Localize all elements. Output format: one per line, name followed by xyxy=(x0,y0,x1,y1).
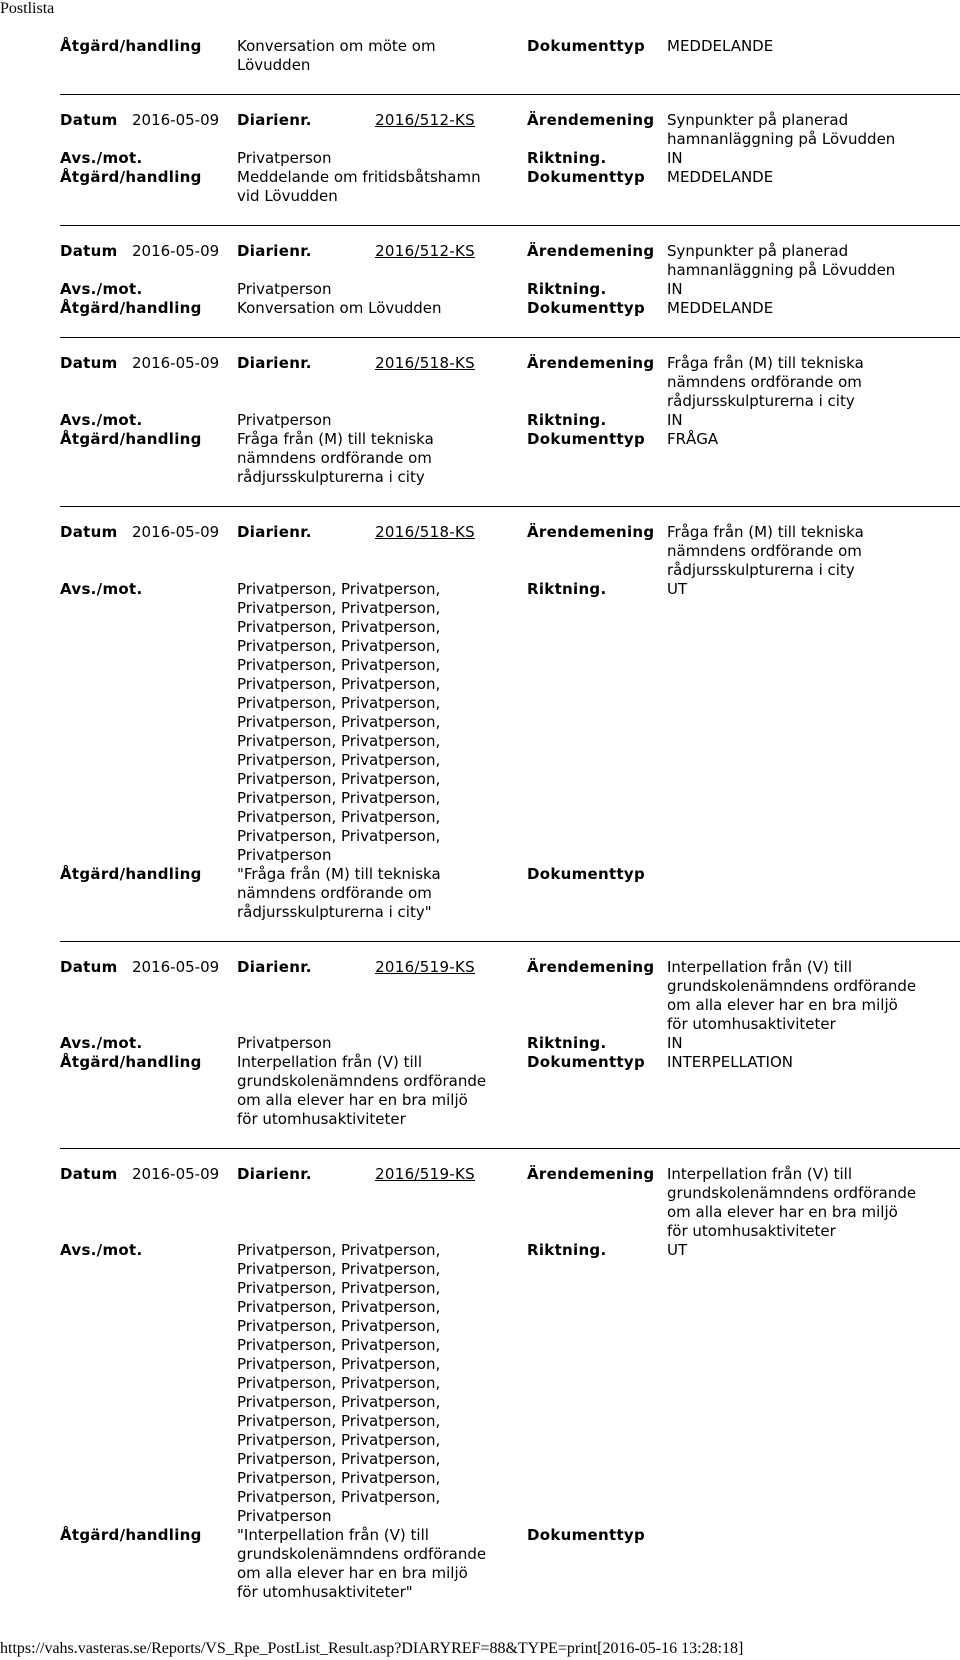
list-item xyxy=(60,242,960,318)
value-riktning: UT xyxy=(667,1241,688,1259)
label-avsmot: Avs./mot. xyxy=(60,1034,143,1052)
diarienr-link[interactable]: 2016/518-KS xyxy=(375,354,475,372)
label-diarienr-text: Diarienr. xyxy=(237,958,312,976)
value-datum: 2016-05-09 xyxy=(132,523,220,541)
label-atgard: Åtgärd/handling xyxy=(60,299,202,317)
label-diarienr-text: Diarienr. xyxy=(237,242,312,260)
label-diarienr-text: Diarienr. xyxy=(237,523,312,541)
value-dokumenttyp xyxy=(667,865,942,922)
label-diarienr-text: Diarienr. xyxy=(237,354,312,372)
label-diarienr xyxy=(237,1165,527,1241)
entry-separator xyxy=(60,506,960,507)
label-atgard: Åtgärd/handling xyxy=(60,168,202,186)
value-datum: 2016-05-09 xyxy=(132,354,220,372)
entries-list xyxy=(60,94,960,1602)
entry-separator xyxy=(60,337,960,338)
list-item xyxy=(60,1165,960,1602)
label-avsmot: Avs./mot. xyxy=(60,149,143,167)
label-riktning: Riktning. xyxy=(527,1241,607,1259)
entry-separator xyxy=(60,94,960,95)
value-arendemening: Fråga från (M) till tekniska nämndens ordförande om rådjursskulpturerna i city xyxy=(667,523,864,579)
label-dokumenttyp: Dokumenttyp xyxy=(527,299,646,317)
value-riktning: IN xyxy=(667,411,683,429)
value-avsmot: Privatperson, Privatperson, Privatperson, Privatperson, Privatperson, Privatperson, Privatperson, Privatperson, Privatperson, Privatperson, Privatperson, Privatperson, Privatperson, Privatperson, Privatperson, Privatperson, Privatperson, Privatperson, Privatperson, Privatperson, Privatperson, Privatperson, Privatperson, Privatperson, Privatperson, Privatperson, Privatperson, Privatperson, Privatperson xyxy=(237,1241,441,1525)
label-riktning: Riktning. xyxy=(527,1034,607,1052)
value-avsmot: Privatperson, Privatperson, Privatperson, Privatperson, Privatperson, Privatperson, Privatperson, Privatperson, Privatperson, Privatperson, Privatperson, Privatperson, Privatperson, Privatperson, Privatperson, Privatperson, Privatperson, Privatperson, Privatperson, Privatperson, Privatperson, Privatperson, Privatperson, Privatperson, Privatperson, Privatperson, Privatperson, Privatperson, Privatperson xyxy=(237,580,441,864)
page-title: Postlista xyxy=(0,0,55,17)
label-diarienr-text: Diarienr. xyxy=(237,111,312,129)
label-diarienr xyxy=(237,354,527,411)
diarienr-link[interactable]: 2016/519-KS xyxy=(375,958,475,976)
label-dokumenttyp: Dokumenttyp xyxy=(527,430,646,448)
value-atgard: Meddelande om fritidsbåtshamn vid Lövudden xyxy=(237,168,481,205)
label-datum: Datum xyxy=(60,354,118,372)
label-datum: Datum xyxy=(60,111,118,129)
value-arendemening: Interpellation från (V) till grundskolenämndens ordförande om alla elever har en bra miljö för utomhusaktiviteter xyxy=(667,958,917,1033)
value-atgard: Fråga från (M) till tekniska nämndens ordförande om rådjursskulpturerna i city xyxy=(237,430,434,486)
label-datum: Datum xyxy=(60,1165,118,1183)
label-atgard: Åtgärd/handling xyxy=(60,430,202,448)
value-riktning: UT xyxy=(667,580,688,598)
value-dokumenttyp xyxy=(667,1526,942,1602)
value-avsmot: Privatperson xyxy=(237,149,332,167)
page-footer-url: https://vahs.vasteras.se/Reports/VS_Rpe_PostList_Result.asp?DIARYREF=88&TYPE=print[2016-05-16 13:28:18] xyxy=(0,1640,744,1657)
value-atgard: Interpellation från (V) till grundskolenämndens ordförande om alla elever har en bra miljö för utomhusaktiviteter xyxy=(237,1053,487,1128)
value-avsmot: Privatperson xyxy=(237,280,332,298)
label-datum: Datum xyxy=(60,242,118,260)
label-dokumenttyp: Dokumenttyp xyxy=(527,168,646,186)
label-diarienr xyxy=(237,523,527,580)
label-dokumenttyp: Dokumenttyp xyxy=(527,37,646,55)
entry-separator xyxy=(60,1148,960,1149)
label-arendemening: Ärendemening xyxy=(527,958,655,976)
value-riktning: IN xyxy=(667,280,683,298)
label-atgard: Åtgärd/handling xyxy=(60,865,202,883)
value-avsmot: Privatperson xyxy=(237,1034,332,1052)
label-riktning: Riktning. xyxy=(527,411,607,429)
value-dokumenttyp: INTERPELLATION xyxy=(667,1053,793,1071)
label-riktning: Riktning. xyxy=(527,280,607,298)
entry-separator xyxy=(60,225,960,226)
label-datum: Datum xyxy=(60,523,118,541)
value-avsmot: Privatperson xyxy=(237,411,332,429)
value-arendemening: Fråga från (M) till tekniska nämndens ordförande om rådjursskulpturerna i city xyxy=(667,354,864,410)
value-datum: 2016-05-09 xyxy=(132,1165,220,1183)
value-datum: 2016-05-09 xyxy=(132,958,220,976)
label-arendemening: Ärendemening xyxy=(527,1165,655,1183)
label-riktning: Riktning. xyxy=(527,149,607,167)
label-avsmot: Avs./mot. xyxy=(60,280,143,298)
value-datum: 2016-05-09 xyxy=(132,111,220,129)
list-item xyxy=(60,111,960,206)
value-atgard: "Fråga från (M) till tekniska nämndens ordförande om rådjursskulpturerna i city" xyxy=(237,865,441,921)
diarienr-link[interactable]: 2016/519-KS xyxy=(375,1165,475,1183)
label-diarienr xyxy=(237,111,527,149)
value-riktning: IN xyxy=(667,149,683,167)
value-dokumenttyp: FRÅGA xyxy=(667,430,719,448)
label-atgard: Åtgärd/handling xyxy=(60,1053,202,1071)
partial-entry xyxy=(60,37,960,75)
list-item xyxy=(60,354,960,487)
label-dokumenttyp: Dokumenttyp xyxy=(527,1526,646,1544)
value-dokumenttyp: MEDDELANDE xyxy=(667,37,774,55)
label-dokumenttyp: Dokumenttyp xyxy=(527,1053,646,1071)
value-dokumenttyp: MEDDELANDE xyxy=(667,299,774,317)
label-arendemening: Ärendemening xyxy=(527,242,655,260)
label-atgard: Åtgärd/handling xyxy=(60,1526,202,1544)
diarienr-link[interactable]: 2016/512-KS xyxy=(375,111,475,129)
value-arendemening: Synpunkter på planerad hamnanläggning på Lövudden xyxy=(667,242,896,279)
label-diarienr xyxy=(237,958,527,1034)
label-riktning: Riktning. xyxy=(527,580,607,598)
value-arendemening: Synpunkter på planerad hamnanläggning på Lövudden xyxy=(667,111,896,148)
value-dokumenttyp: MEDDELANDE xyxy=(667,168,774,186)
label-diarienr xyxy=(237,242,527,280)
label-arendemening: Ärendemening xyxy=(527,111,655,129)
post-list xyxy=(60,37,960,1602)
value-riktning: IN xyxy=(667,1034,683,1052)
label-atgard: Åtgärd/handling xyxy=(60,37,202,55)
value-atgard: "Interpellation från (V) till grundskolenämndens ordförande om alla elever har en bra miljö för utomhusaktiviteter" xyxy=(237,1526,487,1601)
value-atgard: Konversation om möte om Lövudden xyxy=(237,37,436,74)
value-arendemening: Interpellation från (V) till grundskolenämndens ordförande om alla elever har en bra miljö för utomhusaktiviteter xyxy=(667,1165,917,1240)
value-datum: 2016-05-09 xyxy=(132,242,220,260)
value-atgard: Konversation om Lövudden xyxy=(237,299,442,317)
diarienr-link[interactable]: 2016/518-KS xyxy=(375,523,475,541)
label-datum: Datum xyxy=(60,958,118,976)
list-item xyxy=(60,523,960,922)
label-avsmot: Avs./mot. xyxy=(60,580,143,598)
entry-separator xyxy=(60,941,960,942)
label-avsmot: Avs./mot. xyxy=(60,411,143,429)
label-arendemening: Ärendemening xyxy=(527,354,655,372)
diarienr-link[interactable]: 2016/512-KS xyxy=(375,242,475,260)
label-avsmot: Avs./mot. xyxy=(60,1241,143,1259)
label-diarienr-text: Diarienr. xyxy=(237,1165,312,1183)
label-dokumenttyp: Dokumenttyp xyxy=(527,865,646,883)
list-item xyxy=(60,958,960,1129)
label-arendemening: Ärendemening xyxy=(527,523,655,541)
